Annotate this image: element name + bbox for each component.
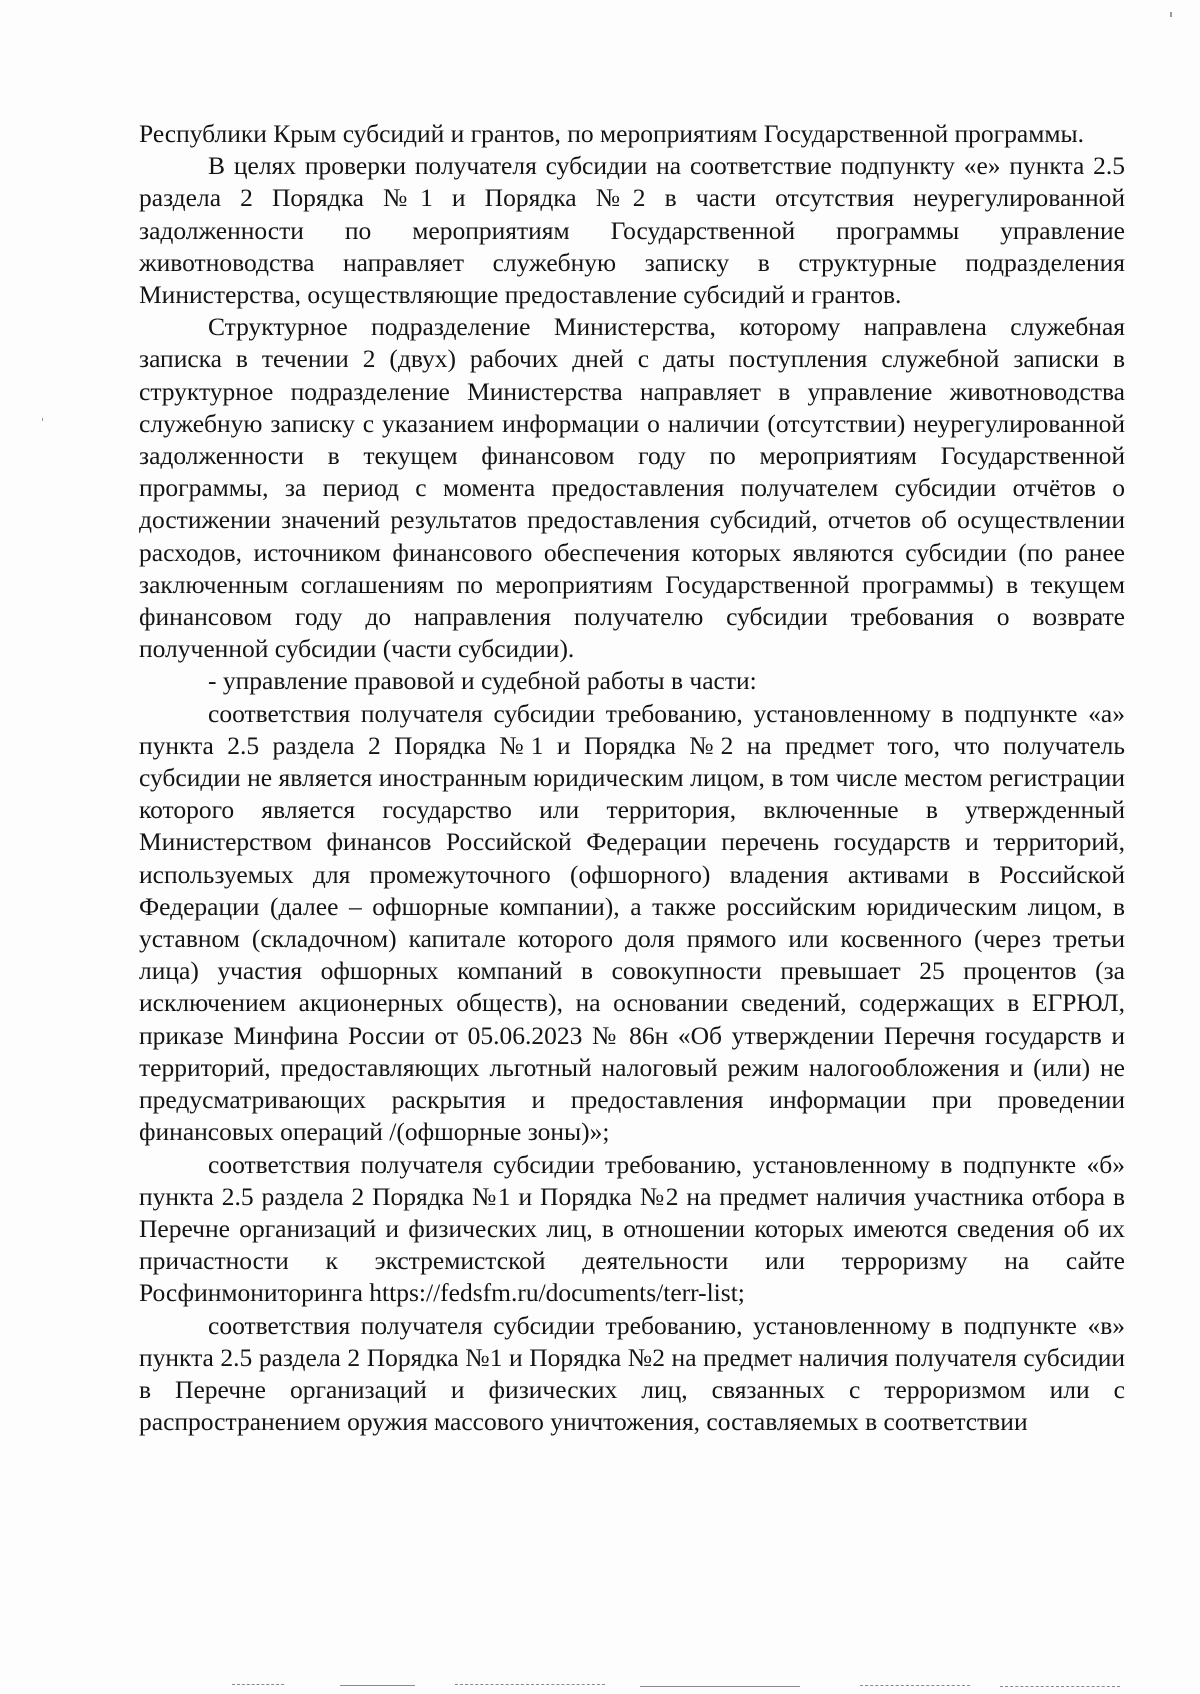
- scan-speck-top-right: [1170, 12, 1172, 17]
- paragraph-5: соответствия получателя субсидии требованию, установленному в подпункте «а» пункта 2.5 раздела 2 Порядка №1 и Порядка №2 на предмет того, что получатель субсидии не является иностранным юридическим лицом, в том числе местом регистрации которого является государство или территория, включенные в утвержденный Министерством финансов Российской Федерации перечень государств и территорий, используемых для промежуточного (офшорного) владения активами в Российской Федерации (далее – офшорные компании), а также российским юридическим лицом, в уставном (складочном) капитале которого доля прямого или косвенного (через третьи лица) участия офшорных компаний в совокупности превышает 25 процентов (за исключением акционерных обществ), на основании сведений, содержащих в ЕГРЮЛ, приказе Минфина России от 05.06.2023 № 86н «Об утверждении Перечня государств и территорий, предоставляющих льготный налоговый режим налогообложения и (или) не предусматривающих раскрытия и предоставления информации при проведении финансовых операций /(офшорные зоны)»;: [139, 698, 1125, 1147]
- scan-dash-bottom-4: [640, 1686, 800, 1687]
- scan-speck-left-margin: [42, 418, 43, 421]
- document-body: [139, 118, 1125, 1438]
- paragraph-6: соответствия получателя субсидии требованию, установленному в подпункте «б» пункта 2.5 раздела 2 Порядка №1 и Порядка №2 на предмет наличия участника отбора в Перечне организаций и физических лиц, в отношении которых имеются сведения об их причастности к экстремистской деятельности или терроризму на сайте Росфинмониторинга https://fedsfm.ru/documents/terr-list;: [139, 1149, 1125, 1308]
- paragraph-1: Республики Крым субсидий и грантов, по мероприятиям Государственной программы.: [139, 119, 1084, 148]
- scan-dash-bottom-5: [860, 1685, 970, 1686]
- scan-dash-bottom-2: [340, 1685, 415, 1686]
- paragraph-7: соответствия получателя субсидии требованию, установленному в подпункте «в» пункта 2.5 раздела 2 Порядка №1 и Порядка №2 на предмет наличия получателя субсидии в Перечне организаций и физических лиц, связанных с терроризмом или с распространением оружия массового уничтожения, составляемых в соответствии: [139, 1310, 1125, 1437]
- paragraph-4: - управление правовой и судебной работы в части:: [208, 666, 757, 696]
- scan-dash-bottom-3: [455, 1684, 605, 1685]
- paragraph-3: Структурное подразделение Министерства, которому направлена служебная записка в течении 2 (двух) рабочих дней с даты поступления служебной записки в структурное подразделение Министерства направляет в управление животноводства служебную записку с указанием информации о наличии (отсутствии) неурегулированной задолженности в текущем финансовом году по мероприятиям Государственной программы, за период с момента предоставления получателем субсидии отчётов о достижении значений результатов предоставления субсидий, отчетов об осуществлении расходов, источником финансового обеспечения которых являются субсидии (по ранее заключенным соглашениям по мероприятиям Государственной программы) в текущем финансовом году до направления получателю субсидии требования о возврате полученной субсидии (части субсидии).: [139, 312, 1125, 664]
- paragraph-2: В целях проверки получателя субсидии на соответствие подпункту «е» пункта 2.5 раздела 2 Порядка №1 и Порядка №2 в части отсутствия неурегулированной задолженности по мероприятиям Государственной программы управление животноводства направляет служебную записку в структурные подразделения Министерства, осуществляющие предоставление субсидий и грантов.: [139, 151, 1125, 310]
- scan-dash-bottom-1: [232, 1684, 284, 1685]
- scan-dash-bottom-6: [1000, 1686, 1120, 1687]
